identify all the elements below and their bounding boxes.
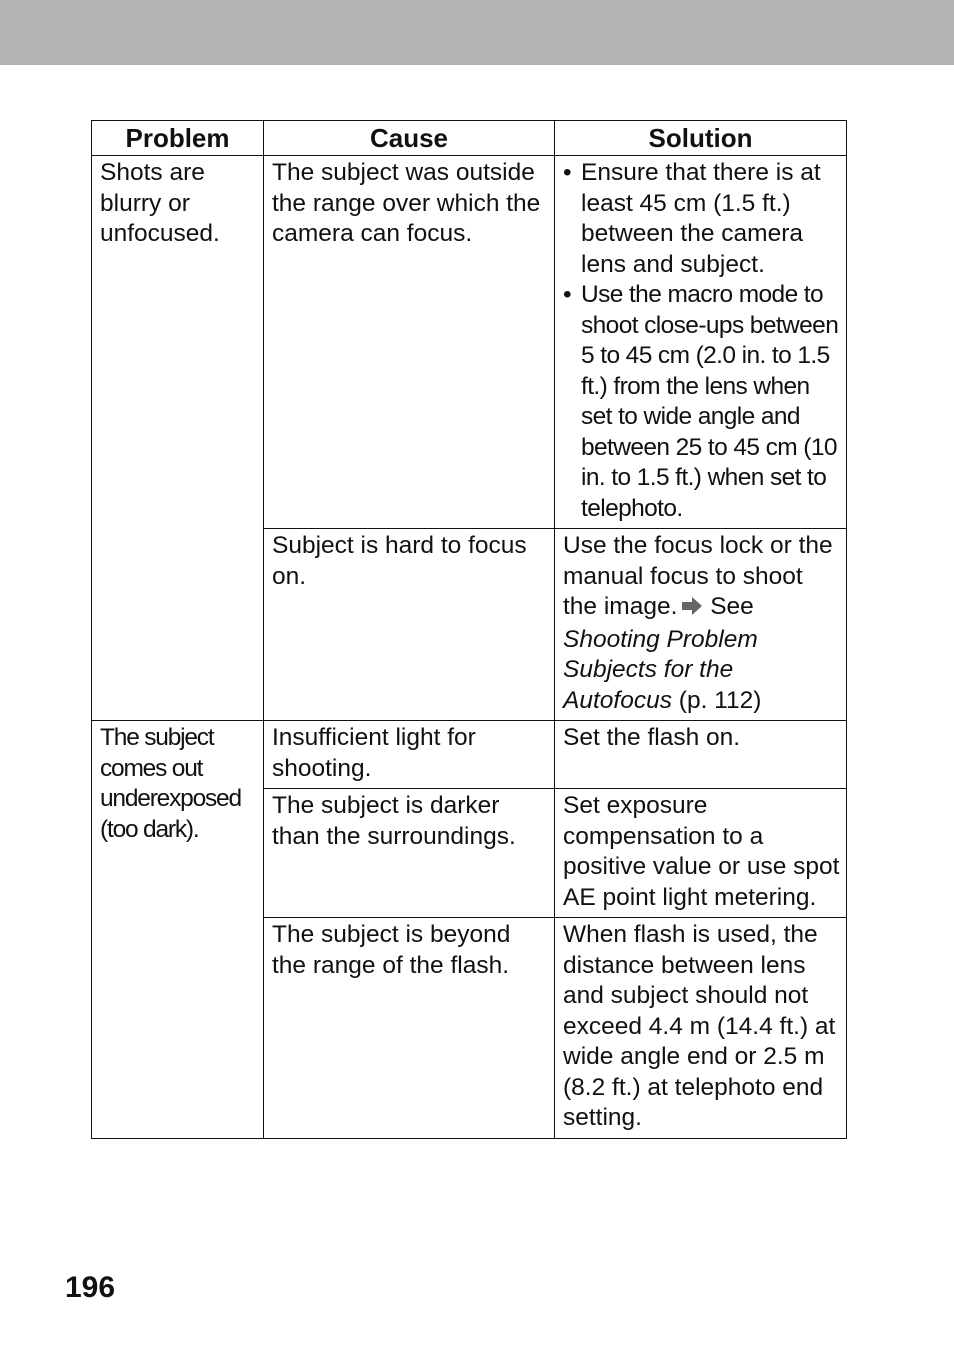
right-arrow-icon xyxy=(681,594,703,625)
solution-bullet-text: Ensure that there is at least 45 cm (1.5 ft.) between the camera lens and subject. xyxy=(581,159,821,278)
solution-cell: Set the flash on. xyxy=(555,721,847,789)
solution-cell: Set exposure compensation to a positive value or use spot AE point light metering. xyxy=(555,789,847,918)
solution-text: Use the focus lock or the manual focus to shoot the image. xyxy=(563,532,833,620)
solution-bullet xyxy=(563,158,840,280)
solution-bullet xyxy=(563,280,840,524)
header-band xyxy=(0,0,954,65)
cause-cell: The subject is darker than the surroundings. xyxy=(264,789,555,918)
problem-cell: The subject comes out underexposed (too dark). xyxy=(92,721,264,1139)
solution-bullet-text: Use the macro mode to shoot close-ups between 5 to 45 cm (2.0 in. to 1.5 ft.) from the lens when set to wide angle and between 25 to 45 cm (10 in. to 1.5 ft.) when set to telephoto. xyxy=(581,281,839,522)
table-row xyxy=(92,721,847,789)
solution-cell xyxy=(555,529,847,721)
cause-cell: Insufficient light for shooting. xyxy=(264,721,555,789)
cause-cell: Subject is hard to focus on. xyxy=(264,529,555,721)
see-label: See xyxy=(710,593,754,620)
table-header-row xyxy=(92,121,847,156)
troubleshooting-table xyxy=(91,120,847,1139)
header-solution: Solution xyxy=(555,121,847,156)
problem-cell: Shots are blurry or unfocused. xyxy=(92,156,264,721)
header-problem: Problem xyxy=(92,121,264,156)
solution-cell xyxy=(555,156,847,529)
bullet-icon: • xyxy=(563,159,572,186)
solution-cell: When flash is used, the distance between lens and subject should not exceed 4.4 m (14.4 ft.) at wide angle end or 2.5 m (8.2 ft.) at telephoto end setting. xyxy=(555,918,847,1139)
reference-page: (p. 112) xyxy=(678,686,762,714)
cause-cell: The subject is beyond the range of the flash. xyxy=(264,918,555,1139)
solution-bullet-list xyxy=(563,158,840,524)
bullet-icon: • xyxy=(563,281,571,308)
table-row xyxy=(92,156,847,529)
cause-cell: The subject was outside the range over which the camera can focus. xyxy=(264,156,555,529)
header-cause: Cause xyxy=(264,121,555,156)
page-number: 196 xyxy=(65,1271,116,1304)
reference-title: Shooting Problem Subjects for the Autofocus xyxy=(563,625,758,714)
